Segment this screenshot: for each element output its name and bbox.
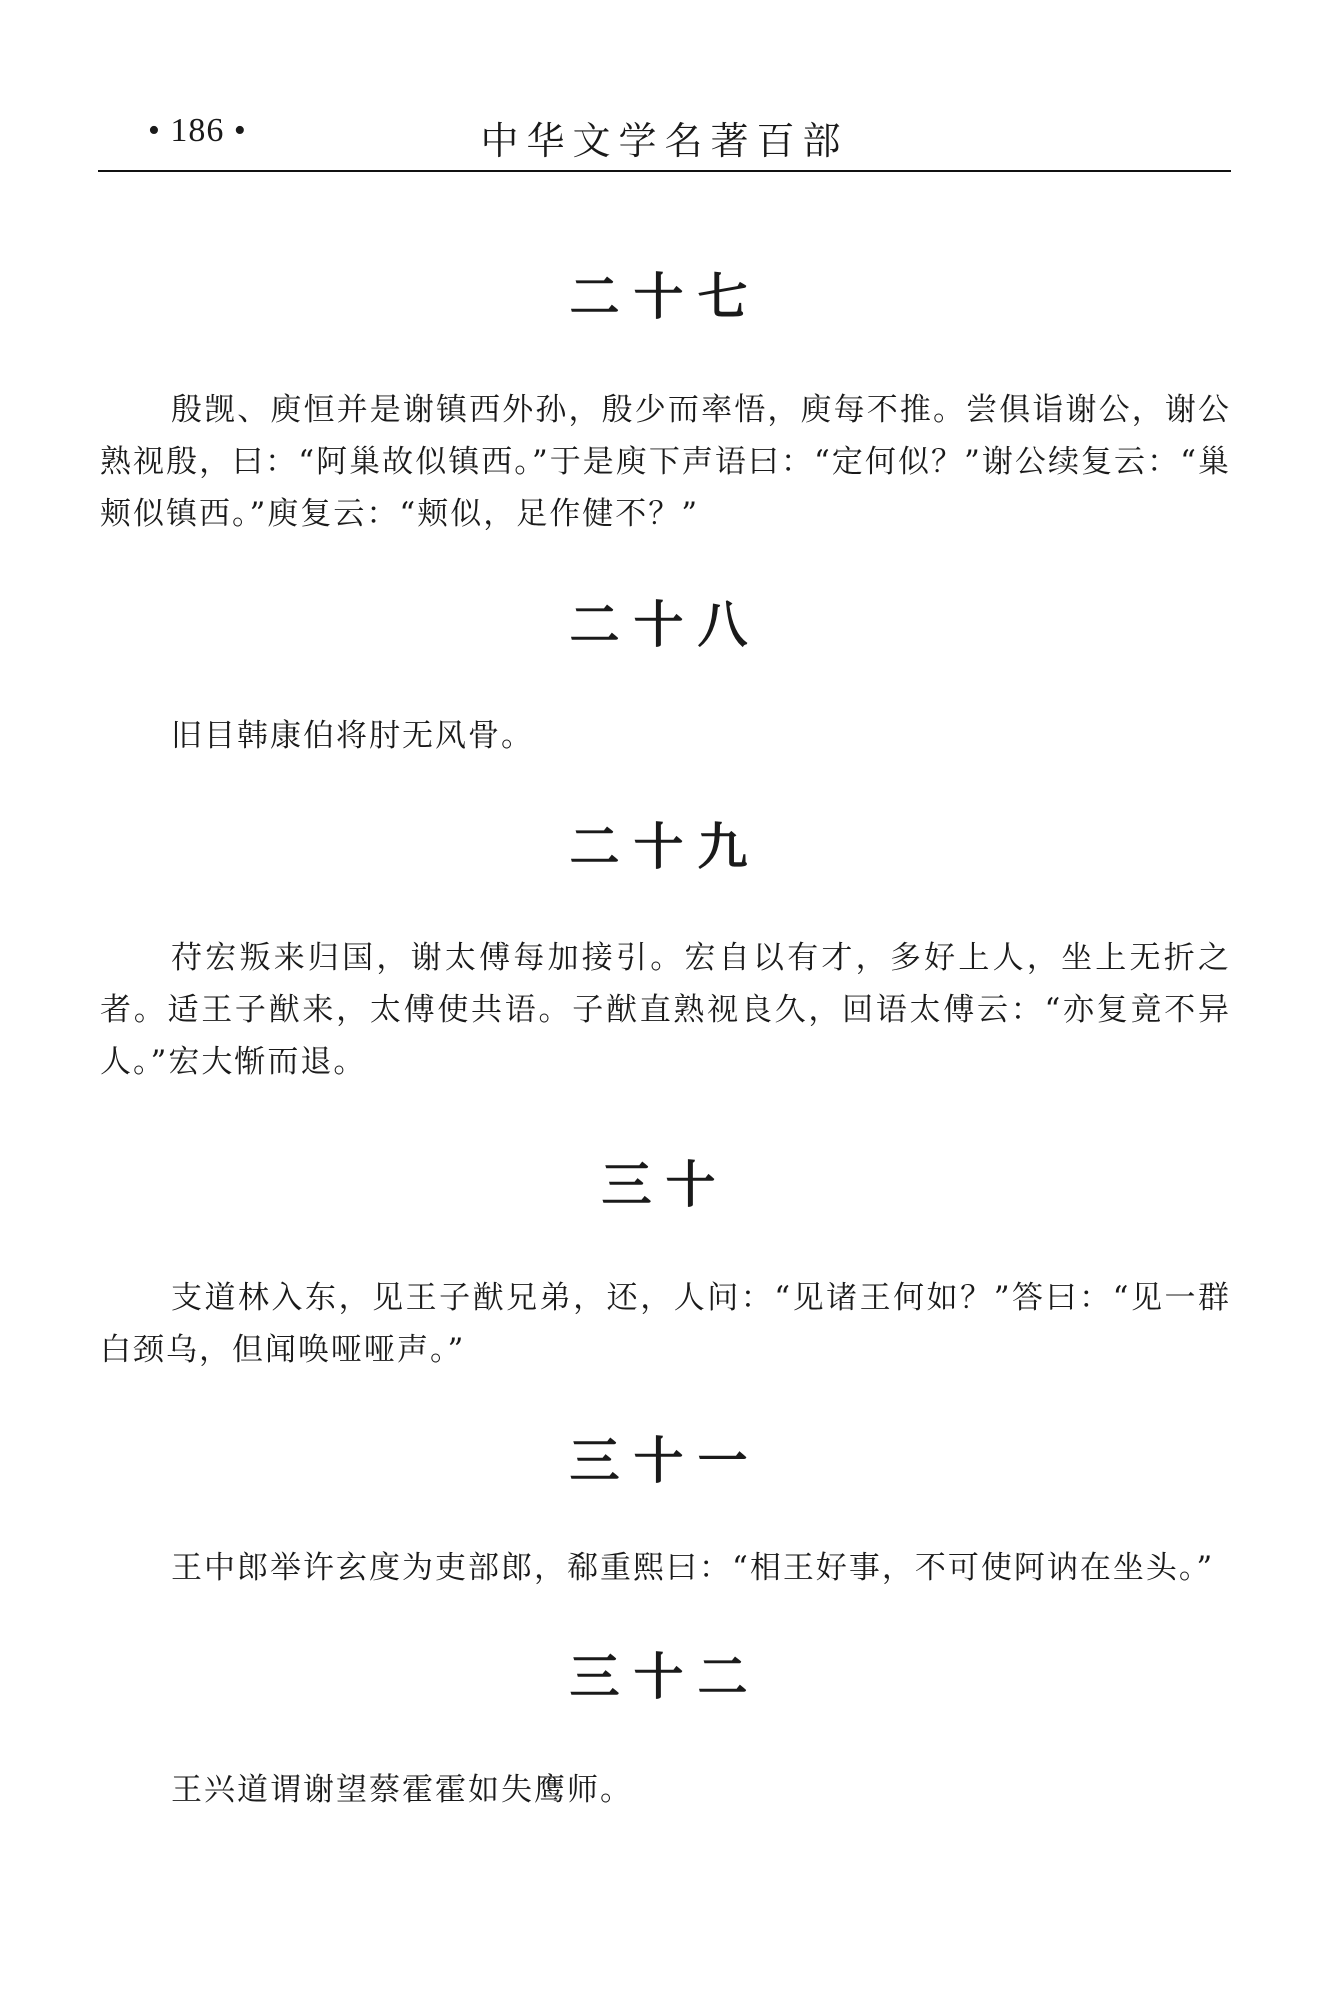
section-paragraph: 王中郎举许玄度为吏部郎，郗重熙曰：“相王好事，不可使阿讷在坐头。” [171,1550,1215,1586]
book-title: 中华文学名著百部 [480,119,849,163]
section-paragraph: 王兴道谓谢望蔡霍霍如失鹰师。 [171,1772,633,1808]
section-heading: 二十九 [569,818,762,876]
section-heading: 三十 [601,1156,730,1214]
section-heading: 二十七 [569,268,762,326]
section-heading: 二十八 [569,596,762,654]
section-paragraph: 苻宏叛来归国，谢太傅每加接引。宏自以有才，多好上人，坐上无折之者。适王子猷来，太傅使共语。子猷直熟视良久，回语太傅云：“亦复竟不异人。”宏大惭而退。 [100,940,1231,1080]
header-rule [98,170,1231,172]
section-paragraph: 旧目韩康伯将肘无风骨。 [171,718,534,754]
page-number: • 186 • [148,112,247,149]
section-paragraph: 殷觊、庾恒并是谢镇西外孙，殷少而率悟，庾每不推。尝俱诣谢公，谢公熟视殷，曰：“阿巢故似镇西。”于是庾下声语曰：“定何似？”谢公续复云：“巢颊似镇西。”庾复云：“颊似，足作健不？” [100,392,1231,532]
section-heading: 三十二 [569,1648,762,1706]
section-heading: 三十一 [569,1432,762,1490]
page-body [100,262,1231,1816]
section-paragraph: 支道林入东，见王子猷兄弟，还，人问：“见诸王何如？”答曰：“见一群白颈乌，但闻唤哑哑声。” [100,1280,1231,1368]
running-head [98,108,1231,168]
